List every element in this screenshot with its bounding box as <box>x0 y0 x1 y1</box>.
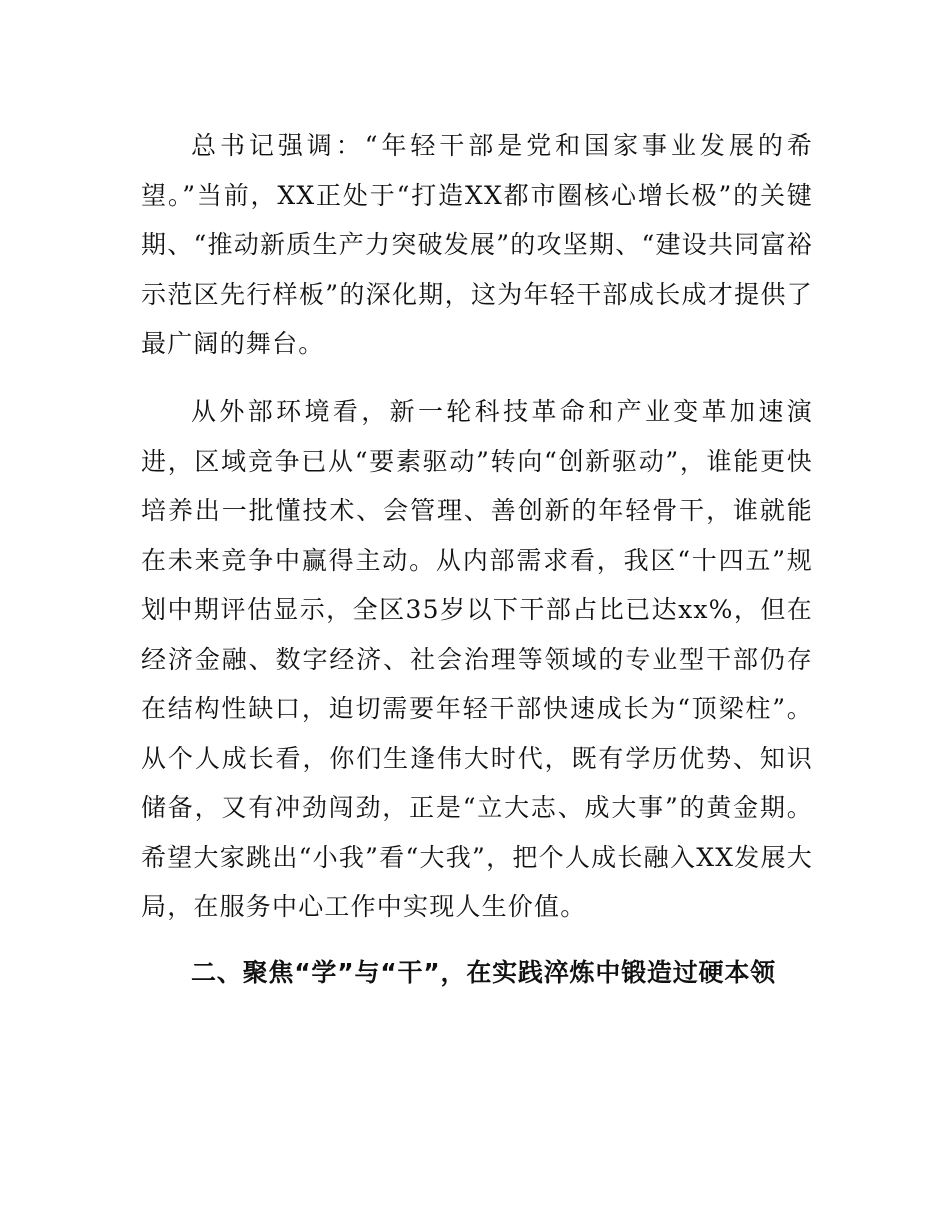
paragraph-1: 总书记强调：“年轻干部是党和国家事业发展的希望。”当前，XX正处于“打造XX都市圈核心增长极”的关键期、“推动新质生产力突破发展”的攻坚期、“建设共同富裕示范区先行样板”的深化期，这为年轻干部成长成才提供了最广阔的舞台。 <box>141 131 813 358</box>
section-heading: 二、聚焦“学”与“干”，在实践淬炼中锻造过硬本领 <box>191 958 776 987</box>
paragraph-2: 从外部环境看，新一轮科技革命和产业变革加速演进，区域竞争已从“要素驱动”转向“创新驱动”，谁能更快培养出一批懂技术、会管理、善创新的年轻骨干，谁就能在未来竞争中赢得主动。从内部需求看，我区“十四五”规划中期评估显示，全区35岁以下干部占比已达xx%，但在经济金融、数字经济、社会治理等领域的专业型干部仍存在结构性缺口，迫切需要年轻干部快速成长为“顶梁柱”。从个人成长看，你们生逢伟大时代，既有学历优势、知识储备，又有冲劲闯劲，正是“立大志、成大事”的黄金期。希望大家跳出“小我”看“大我”，把个人成长融入XX发展大局，在服务中心工作中实现人生价值。 <box>141 397 813 921</box>
